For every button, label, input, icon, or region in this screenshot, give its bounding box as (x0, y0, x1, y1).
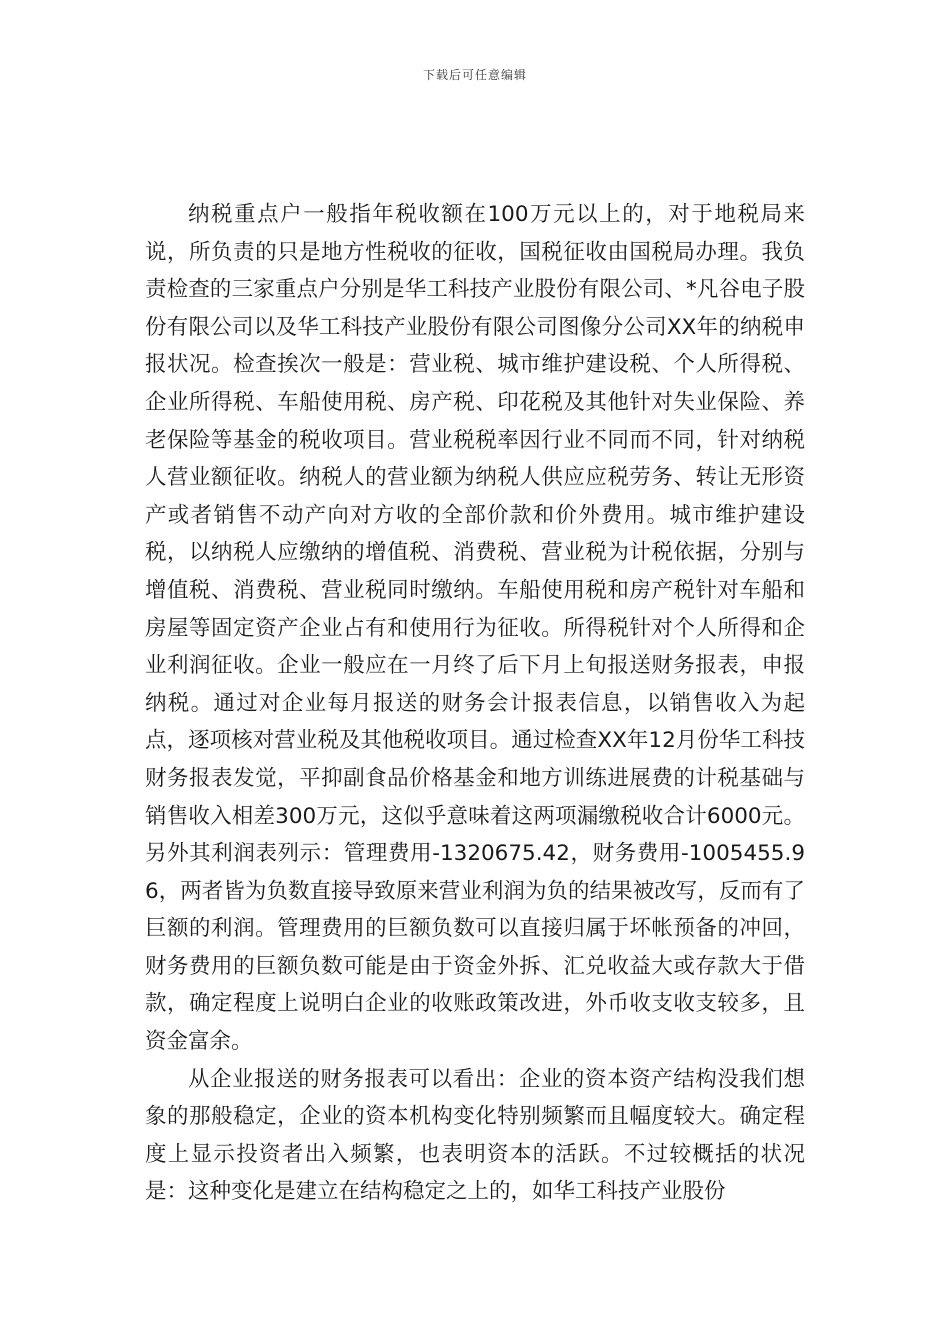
paragraph: 纳税重点户一般指年税收额在100万元以上的，对于地税局来说，所负责的只是地方性税收的征收，国税征收由国税局办理。我负责检查的三家重点户分别是华工科技产业股份有限公司、*凡谷电子股份有限公司以及华工科技产业股份有限公司图像分公司XX年的纳税申报状况。检查挨次一般是：营业税、城市维护建设税、个人所得税、企业所得税、车船使用税、房产税、印花税及其他针对失业保险、养老保险等基金的税收项目。营业税税率因行业不同而不同，针对纳税人营业额征收。纳税人的营业额为纳税人供应应税劳务、转让无形资产或者销售不动产向对方收的全部价款和价外费用。城市维护建设税，以纳税人应缴纳的增值税、消费税、营业税为计税依据，分别与增值税、消费税、营业税同时缴纳。车船使用税和房产税针对车船和房屋等固定资产企业占有和使用行为征收。所得税针对个人所得和企业利润征收。企业一般应在一月终了后下月上旬报送财务报表，申报纳税。通过对企业每月报送的财务会计报表信息，以销售收入为起点，逐项核对营业税及其他税收项目。通过检查XX年12月份华工科技财务报表发觉，平抑副食品价格基金和地方训练进展费的计税基础与销售收入相差300万元，这似乎意味着这两项漏缴税收合计6000元。另外其利润表列示：管理费用-1320675.42，财务费用-1005455.96，两者皆为负数直接导致原来营业利润为负的结果被改写，反而有了巨额的利润。管理费用的巨额负数可以直接归属于坏帐预备的冲回，财务费用的巨额负数可能是由于资金外拆、汇兑收益大或存款大于借款，确定程度上说明白企业的收账政策改进，外币收支收支较多，且资金富余。 (145, 202, 805, 1055)
document-body (145, 196, 805, 1211)
page-header: 下载后可任意编辑 (422, 68, 527, 82)
paragraph: 从企业报送的财务报表可以看出：企业的资本资产结构没我们想象的那般稳定，企业的资本机构变化特别频繁而且幅度较大。确定程度上显示投资者出入频繁，也表明资本的活跃。不过较概括的状况是：这种变化是建立在结构稳定之上的，如华工科技产业股份 (145, 1066, 805, 1205)
